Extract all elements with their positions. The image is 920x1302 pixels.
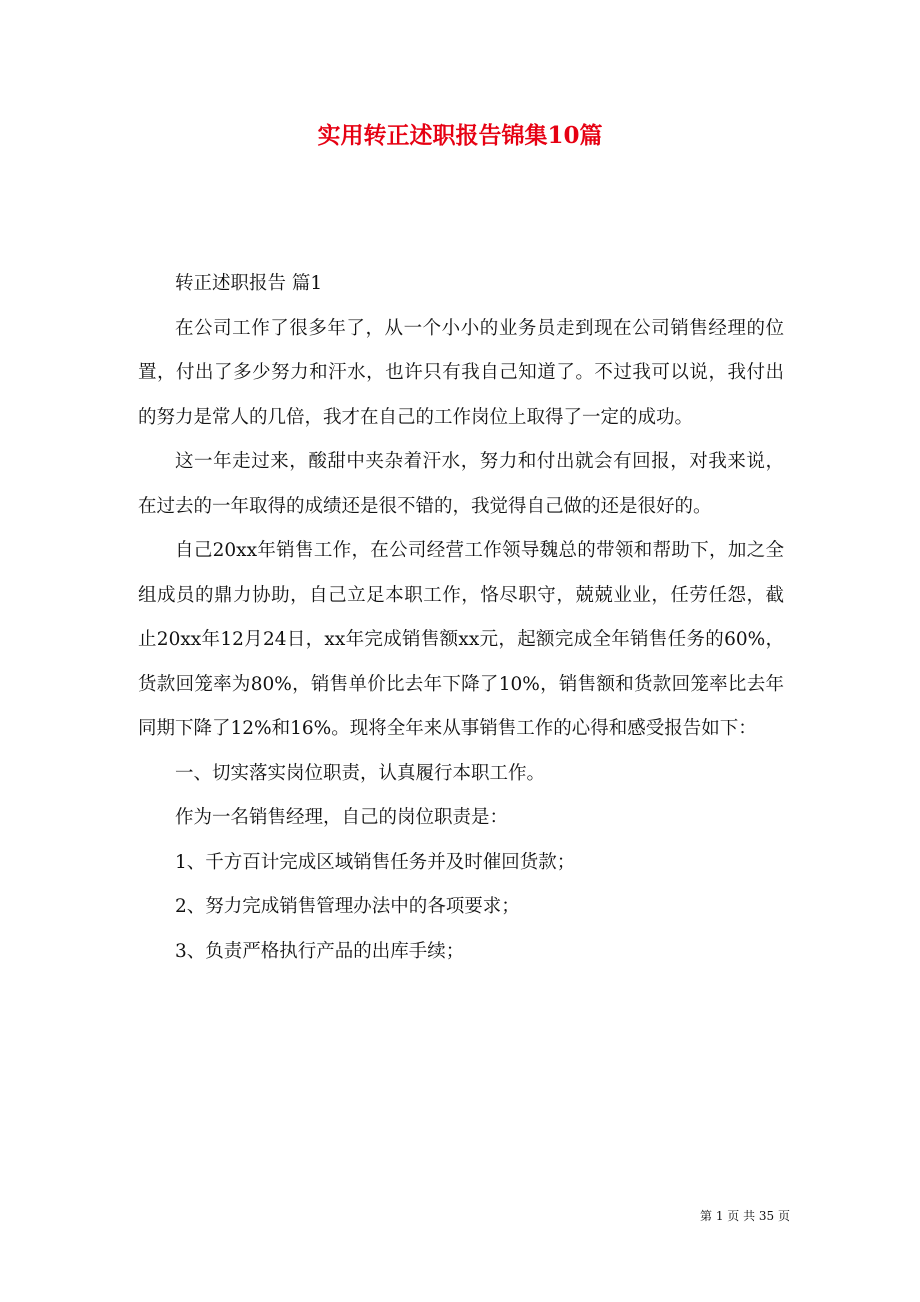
list-item: 2、努力完成销售管理办法中的各项要求； [175,896,520,917]
paragraph: 在公司工作了很多年了，从一个小小的业务员走到现在公司销售经理的位置，付出了多少努力和汗水，也许只有我自己知道了。不过我可以说，我付出的努力是常人的几倍，我才在自己的工作岗位上取得了一定的成功。 [138,317,784,428]
paragraph: 自己20xx年销售工作，在公司经营工作领导魏总的带领和帮助下，加之全组成员的鼎力协助，自己立足本职工作，恪尽职守，兢兢业业，任劳任怨，截止20xx年12月24日，xx年完成销售额xx元，起额完成全年销售任务的60%，货款回笼率为80%，销售单价比去年下降了10%，销售额和货款回笼率比去年同期下降了12%和16%。现将全年来从事销售工作的心得和感受报告如下： [138,540,784,739]
page-number: 第 1 页 共 35 页 [700,1209,790,1223]
document-title: 实用转正述职报告锦集10篇 [317,122,603,149]
document-body [138,262,784,974]
list-item: 1、千方百计完成区域销售任务并及时催回货款； [175,851,576,873]
paragraph: 一、切实落实岗位职责，认真履行本职工作。 [175,762,546,784]
list-item: 3、负责严格执行产品的出库手续； [175,940,465,962]
section-heading: 转正述职报告 篇1 [175,273,323,294]
paragraph: 作为一名销售经理，自己的岗位职责是： [175,807,509,828]
paragraph: 这一年走过来，酸甜中夹杂着汗水，努力和付出就会有回报，对我来说，在过去的一年取得的成绩还是很不错的，我觉得自己做的还是很好的。 [138,451,784,517]
